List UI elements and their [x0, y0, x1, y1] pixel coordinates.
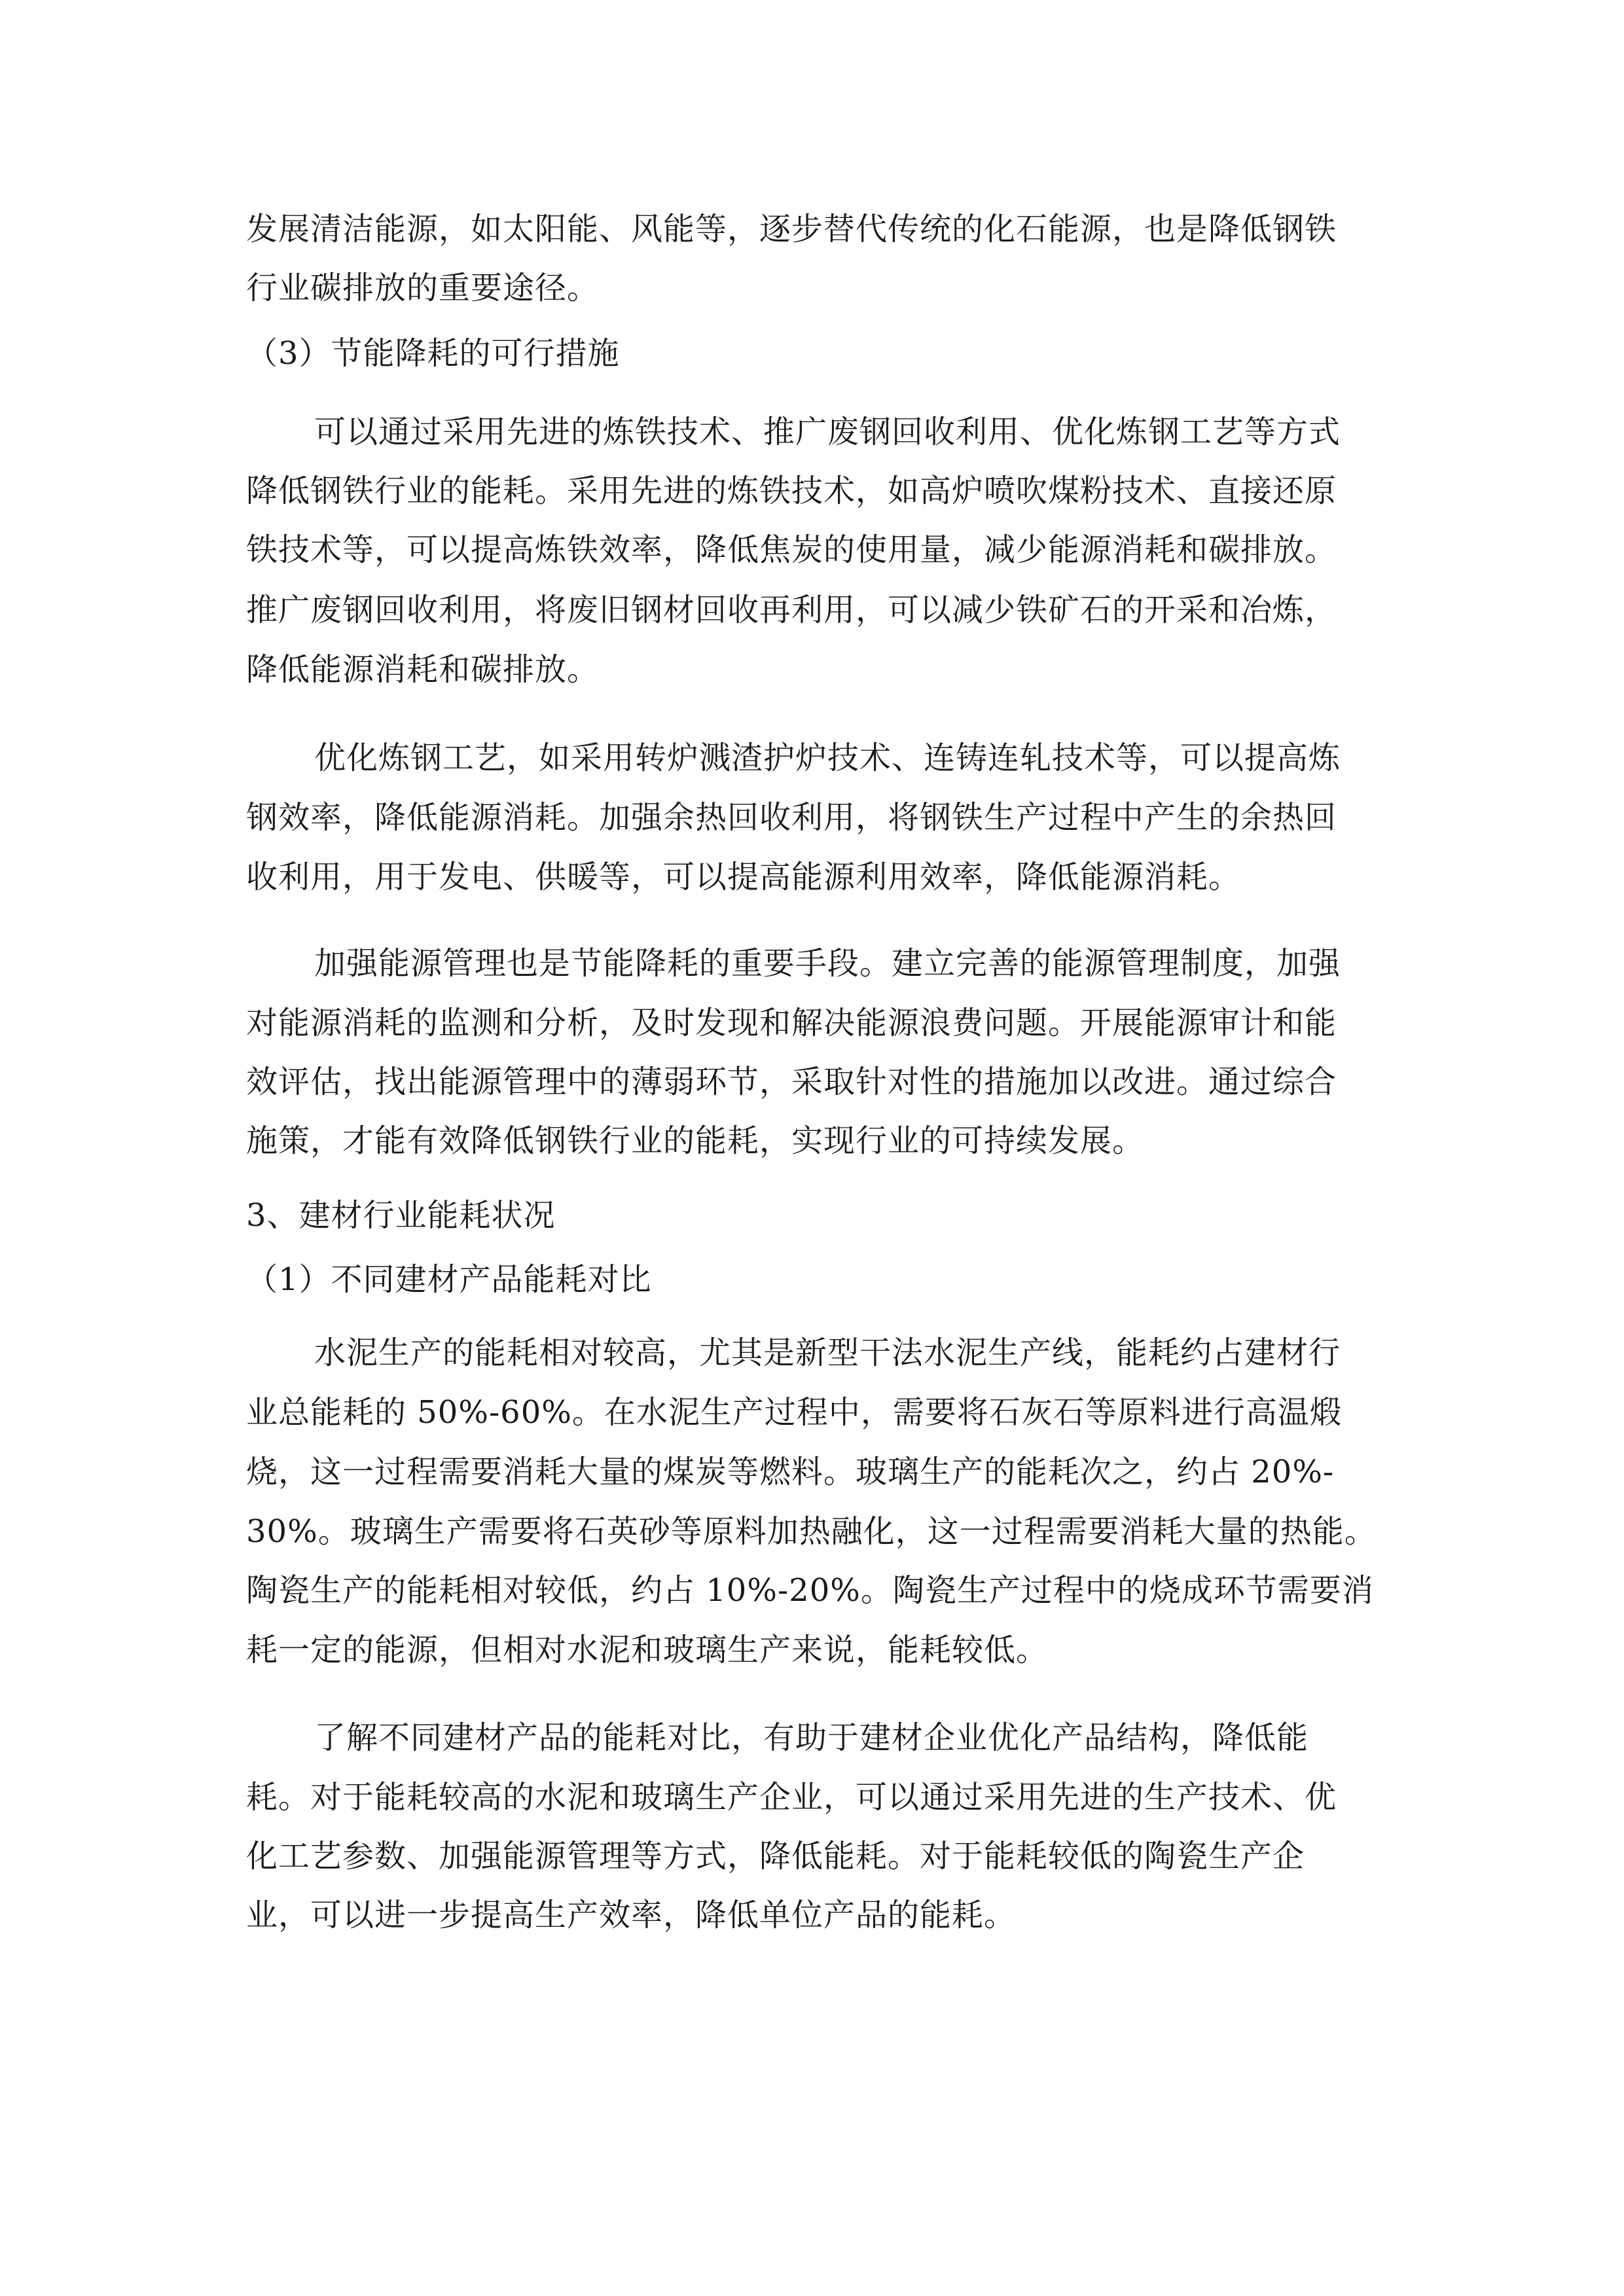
paragraph-line: 耗一定的能源，但相对水泥和玻璃生产来说，能耗较低。 — [246, 1632, 1049, 1668]
paragraph-line: 30%。玻璃生产需要将石英砂等原料加热融化，这一过程需要消耗大量的热能。 — [246, 1513, 1377, 1550]
paragraph-line: 业，可以进一步提高生产效率，降低单位产品的能耗。 — [246, 1897, 1017, 1933]
paragraph-line: 对能源消耗的监测和分析，及时发现和解决能源浪费问题。开展能源审计和能 — [246, 1005, 1337, 1041]
paragraph-line: 陶瓷生产的能耗相对较低，约占 10%-20%。陶瓷生产过程中的烧成环节需要消 — [246, 1572, 1374, 1609]
paragraph-line: 铁技术等，可以提高炼铁效率，降低焦炭的使用量，减少能源消耗和碳排放。 — [246, 531, 1337, 568]
paragraph-line: 效评估，找出能源管理中的薄弱环节，采取针对性的措施加以改进。通过综合 — [246, 1064, 1337, 1100]
paragraph-line: 业总能耗的 50%-60%。在水泥生产过程中，需要将石灰石等原料进行高温煅 — [246, 1394, 1342, 1431]
paragraph-line: 了解不同建材产品的能耗对比，有助于建材企业优化产品结构，降低能 — [314, 1719, 1309, 1756]
paragraph-line: 行业碳排放的重要途径。 — [246, 270, 600, 306]
paragraph-line: 推广废钢回收利用，将废旧钢材回收再利用，可以减少铁矿石的开采和冶炼， — [246, 592, 1337, 628]
paragraph-line: 优化炼钢工艺，如采用转炉溅渣护炉技术、连铸连轧技术等，可以提高炼 — [314, 740, 1341, 776]
subsection-heading: （3）节能降耗的可行措施 — [246, 335, 620, 372]
paragraph-line: 收利用，用于发电、供暖等，可以提高能源利用效率，降低能源消耗。 — [246, 859, 1241, 895]
section-heading: 3、建材行业能耗状况 — [246, 1197, 556, 1234]
paragraph-line: 水泥生产的能耗相对较高，尤其是新型干法水泥生产线，能耗约占建材行 — [314, 1335, 1341, 1371]
paragraph-line: 烧，这一过程需要消耗大量的煤炭等燃料。玻璃生产的能耗次之，约占 20%- — [246, 1454, 1335, 1490]
paragraph-line: 施策，才能有效降低钢铁行业的能耗，实现行业的可持续发展。 — [246, 1122, 1145, 1159]
paragraph-line: 加强能源管理也是节能降耗的重要手段。建立完善的能源管理制度，加强 — [314, 945, 1341, 982]
paragraph-line: 降低钢铁行业的能耗。采用先进的炼铁技术，如高炉喷吹煤粉技术、直接还原 — [246, 473, 1337, 509]
paragraph-line: 降低能源消耗和碳排放。 — [246, 651, 600, 688]
paragraph-line: 可以通过采用先进的炼铁技术、推广废钢回收利用、优化炼钢工艺等方式 — [314, 414, 1341, 450]
subsection-heading: （1）不同建材产品能耗对比 — [246, 1261, 652, 1298]
paragraph-line: 发展清洁能源，如太阳能、风能等，逐步替代传统的化石能源，也是降低钢铁 — [246, 211, 1337, 247]
paragraph-line: 化工艺参数、加强能源管理等方式，降低能耗。对于能耗较低的陶瓷生产企 — [246, 1838, 1305, 1874]
paragraph-line: 钢效率，降低能源消耗。加强余热回收利用，将钢铁生产过程中产生的余热回 — [246, 799, 1337, 836]
paragraph-line: 耗。对于能耗较高的水泥和玻璃生产企业，可以通过采用先进的生产技术、优 — [246, 1779, 1337, 1816]
